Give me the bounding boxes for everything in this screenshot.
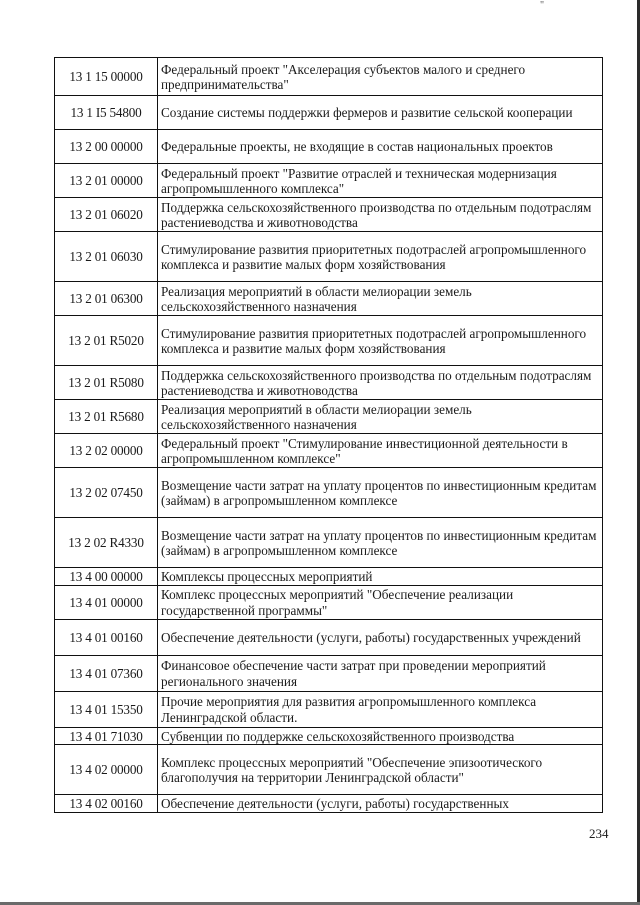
description-cell: Федеральный проект "Развитие отраслей и техническая модернизация агропромышленного комплекса" bbox=[158, 164, 603, 198]
code-cell: 13 2 02 00000 bbox=[55, 434, 158, 468]
table-row bbox=[55, 655, 603, 691]
code-cell: 13 2 01 06300 bbox=[55, 282, 158, 316]
code-cell: 13 4 01 71030 bbox=[55, 727, 158, 745]
description-cell: Реализация мероприятий в области мелиорации земель сельскохозяйственного назначения bbox=[158, 282, 603, 316]
description-cell: Стимулирование развития приоритетных подотраслей агропромышленного комплекса и развитие малых форм хозяйствования bbox=[158, 232, 603, 282]
description-cell: Федеральный проект "Акселерация субъектов малого и среднего предпринимательства" bbox=[158, 58, 603, 96]
description-cell: Федеральные проекты, не входящие в состав национальных проектов bbox=[158, 130, 603, 164]
code-cell: 13 4 01 00160 bbox=[55, 619, 158, 655]
table-row bbox=[55, 316, 603, 366]
table-row bbox=[55, 366, 603, 400]
table-row bbox=[55, 198, 603, 232]
budget-codes-table bbox=[54, 57, 603, 813]
description-cell: Поддержка сельскохозяйственного производства по отдельным подотраслям растениеводства и животноводства bbox=[158, 198, 603, 232]
code-cell: 13 1 I5 54800 bbox=[55, 96, 158, 130]
table-row bbox=[55, 58, 603, 96]
description-cell: Поддержка сельскохозяйственного производства по отдельным подотраслям растениеводства и животноводства bbox=[158, 366, 603, 400]
description-cell: Прочие мероприятия для развития агропромышленного комплекса Ленинградской области. bbox=[158, 691, 603, 727]
table-row bbox=[55, 568, 603, 586]
description-cell: Федеральный проект "Стимулирование инвестиционной деятельности в агропромышленном комплексе" bbox=[158, 434, 603, 468]
table-row bbox=[55, 400, 603, 434]
description-cell: Создание системы поддержки фермеров и развитие сельской кооперации bbox=[158, 96, 603, 130]
description-cell: Обеспечение деятельности (услуги, работы) государственных bbox=[158, 795, 603, 813]
table-row bbox=[55, 130, 603, 164]
code-cell: 13 2 00 00000 bbox=[55, 130, 158, 164]
description-cell: Комплекс процессных мероприятий "Обеспечение эпизоотического благополучия на территории Ленинградской области" bbox=[158, 745, 603, 795]
page-number: 234 bbox=[589, 826, 609, 841]
code-cell: 13 1 15 00000 bbox=[55, 58, 158, 96]
code-cell: 13 2 01 06020 bbox=[55, 198, 158, 232]
code-cell: 13 4 00 00000 bbox=[55, 568, 158, 586]
code-cell: 13 2 01 00000 bbox=[55, 164, 158, 198]
code-cell: 13 4 02 00160 bbox=[55, 795, 158, 813]
table-row bbox=[55, 619, 603, 655]
corner-mark: " bbox=[540, 0, 545, 11]
table-row bbox=[55, 282, 603, 316]
code-cell: 13 4 01 15350 bbox=[55, 691, 158, 727]
description-cell: Комплекс процессных мероприятий "Обеспечение реализации государственной программы" bbox=[158, 585, 603, 619]
table-row bbox=[55, 232, 603, 282]
description-cell: Возмещение части затрат на уплату процентов по инвестиционным кредитам (займам) в агропромышленном комплексе bbox=[158, 518, 603, 568]
description-cell: Финансовое обеспечение части затрат при проведении мероприятий регионального значения bbox=[158, 655, 603, 691]
code-cell: 13 2 01 R5080 bbox=[55, 366, 158, 400]
code-cell: 13 4 01 00000 bbox=[55, 585, 158, 619]
code-cell: 13 2 01 06030 bbox=[55, 232, 158, 282]
table-row bbox=[55, 585, 603, 619]
code-cell: 13 2 01 R5680 bbox=[55, 400, 158, 434]
description-cell: Обеспечение деятельности (услуги, работы) государственных учреждений bbox=[158, 619, 603, 655]
code-cell: 13 4 01 07360 bbox=[55, 655, 158, 691]
table-row bbox=[55, 795, 603, 813]
description-cell: Стимулирование развития приоритетных подотраслей агропромышленного комплекса и развитие малых форм хозяйствования bbox=[158, 316, 603, 366]
description-cell: Возмещение части затрат на уплату процентов по инвестиционным кредитам (займам) в агропромышленном комплексе bbox=[158, 468, 603, 518]
code-cell: 13 2 01 R5020 bbox=[55, 316, 158, 366]
table-row bbox=[55, 518, 603, 568]
description-cell: Комплексы процессных мероприятий bbox=[158, 568, 603, 586]
table-row bbox=[55, 96, 603, 130]
description-cell: Субвенции по поддержке сельскохозяйственного производства bbox=[158, 727, 603, 745]
description-cell: Реализация мероприятий в области мелиорации земель сельскохозяйственного назначения bbox=[158, 400, 603, 434]
table-row bbox=[55, 164, 603, 198]
table-row bbox=[55, 745, 603, 795]
code-cell: 13 2 02 R4330 bbox=[55, 518, 158, 568]
table-row bbox=[55, 727, 603, 745]
table-row bbox=[55, 434, 603, 468]
table-row bbox=[55, 468, 603, 518]
code-cell: 13 2 02 07450 bbox=[55, 468, 158, 518]
code-cell: 13 4 02 00000 bbox=[55, 745, 158, 795]
table-row bbox=[55, 691, 603, 727]
